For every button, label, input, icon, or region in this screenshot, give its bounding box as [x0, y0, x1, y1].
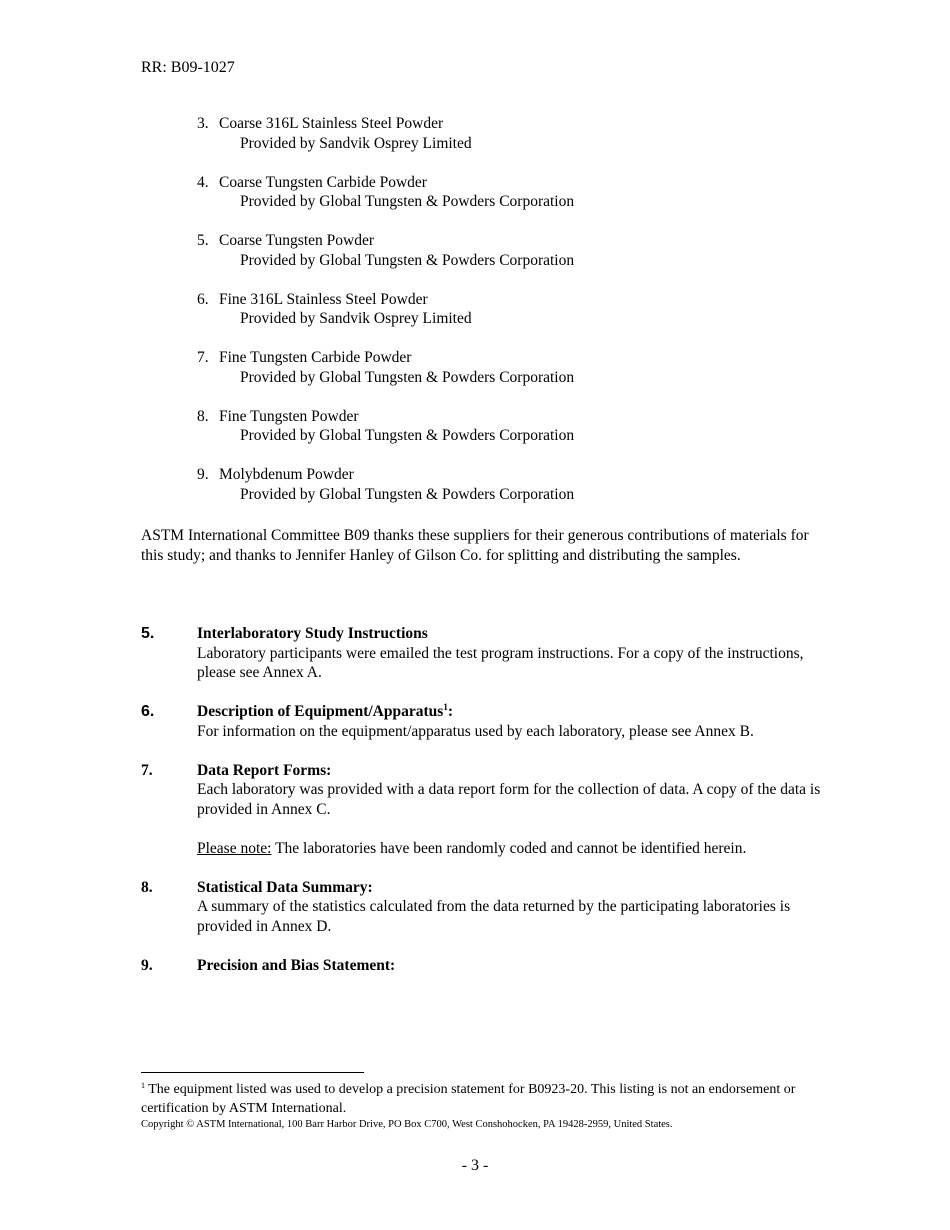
list-item [197, 173, 837, 212]
footnote [141, 1080, 801, 1118]
section-text: Laboratory participants were emailed the test program instructions. For a copy of the instructions, please see Annex A. [197, 644, 804, 681]
section-number: 6. [141, 703, 155, 720]
section-title: Data Report Forms: [197, 761, 332, 779]
section-title: Interlaboratory Study Instructions [197, 625, 428, 642]
item-number: 3. [197, 115, 209, 132]
material-name: Coarse Tungsten Carbide Powder [219, 173, 427, 191]
section-number: 8. [141, 878, 153, 896]
item-number: 4. [197, 173, 209, 191]
section-9 [141, 956, 831, 976]
page-header: RR: B09-1027 [141, 59, 235, 76]
note-label: Please note: [197, 839, 272, 857]
material-provider: Provided by Global Tungsten & Powders Corporation [240, 251, 575, 269]
section-title: Statistical Data Summary: [197, 878, 373, 896]
acknowledgement-paragraph: ASTM International Committee B09 thanks these suppliers for their generous contributions of materials for this study; and thanks to Jennifer Hanley of Gilson Co. for splitting and distributing the samples. [141, 527, 809, 564]
list-item [197, 290, 837, 329]
list-item [197, 465, 837, 504]
section-text: Each laboratory was provided with a data report form for the collection of data. A copy of the data is provided in Annex C. [197, 781, 821, 818]
section-title: Precision and Bias Statement: [197, 956, 396, 974]
material-name: Coarse Tungsten Powder [219, 232, 375, 249]
section-number: 9. [141, 956, 153, 974]
material-name: Fine 316L Stainless Steel Powder [219, 290, 428, 308]
list-item [197, 348, 837, 387]
list-item [197, 231, 837, 270]
material-name: Fine Tungsten Carbide Powder [219, 349, 412, 366]
material-provider: Provided by Global Tungsten & Powders Corporation [240, 485, 575, 503]
item-number: 7. [197, 349, 209, 366]
section-text: For information on the equipment/apparatus used by each laboratory, please see Annex B. [197, 722, 754, 740]
item-number: 8. [197, 407, 209, 425]
material-provider: Provided by Global Tungsten & Powders Corporation [240, 193, 575, 210]
section-5 [141, 624, 831, 683]
material-provider: Provided by Sandvik Osprey Limited [240, 310, 472, 327]
item-number: 5. [197, 232, 209, 249]
item-number: 9. [197, 466, 209, 483]
footnote-text: The equipment listed was used to develop a precision statement for B0923-20. This listing is not an endorsement or certification by ASTM International. [141, 1082, 796, 1116]
section-number: 7. [141, 761, 153, 779]
section-note [197, 839, 831, 859]
material-provider: Provided by Sandvik Osprey Limited [240, 134, 472, 152]
material-provider: Provided by Global Tungsten & Powders Corporation [240, 427, 575, 444]
materials-list [197, 114, 837, 524]
sections [141, 624, 831, 995]
material-provider: Provided by Global Tungsten & Powders Corporation [240, 368, 575, 386]
list-item [197, 407, 837, 446]
material-name: Fine Tungsten Powder [219, 407, 359, 425]
footnote-divider [141, 1072, 364, 1073]
page-number: - 3 - [461, 1157, 489, 1174]
footnote-ref: 1 [443, 702, 448, 712]
material-name: Coarse 316L Stainless Steel Powder [219, 115, 444, 132]
section-text: A summary of the statistics calculated from the data returned by the participating laboratories is provided in Annex D. [197, 898, 791, 935]
section-number: 5. [141, 625, 155, 642]
section-title-colon: : [447, 703, 453, 720]
section-title [197, 702, 831, 722]
section-6 [141, 702, 831, 741]
section-8 [141, 878, 831, 937]
section-title-text: Description of Equipment/Apparatus [197, 703, 444, 720]
material-name: Molybdenum Powder [219, 466, 354, 483]
copyright-notice: Copyright © ASTM International, 100 Barr Harbor Drive, PO Box C700, West Conshohocken, PA 19428-2959, United States. [141, 1119, 673, 1130]
item-number: 6. [197, 290, 209, 308]
note-text: The laboratories have been randomly coded and cannot be identified herein. [271, 839, 747, 857]
footnote-mark: 1 [141, 1081, 145, 1090]
section-7 [141, 761, 831, 859]
list-item [197, 114, 837, 153]
